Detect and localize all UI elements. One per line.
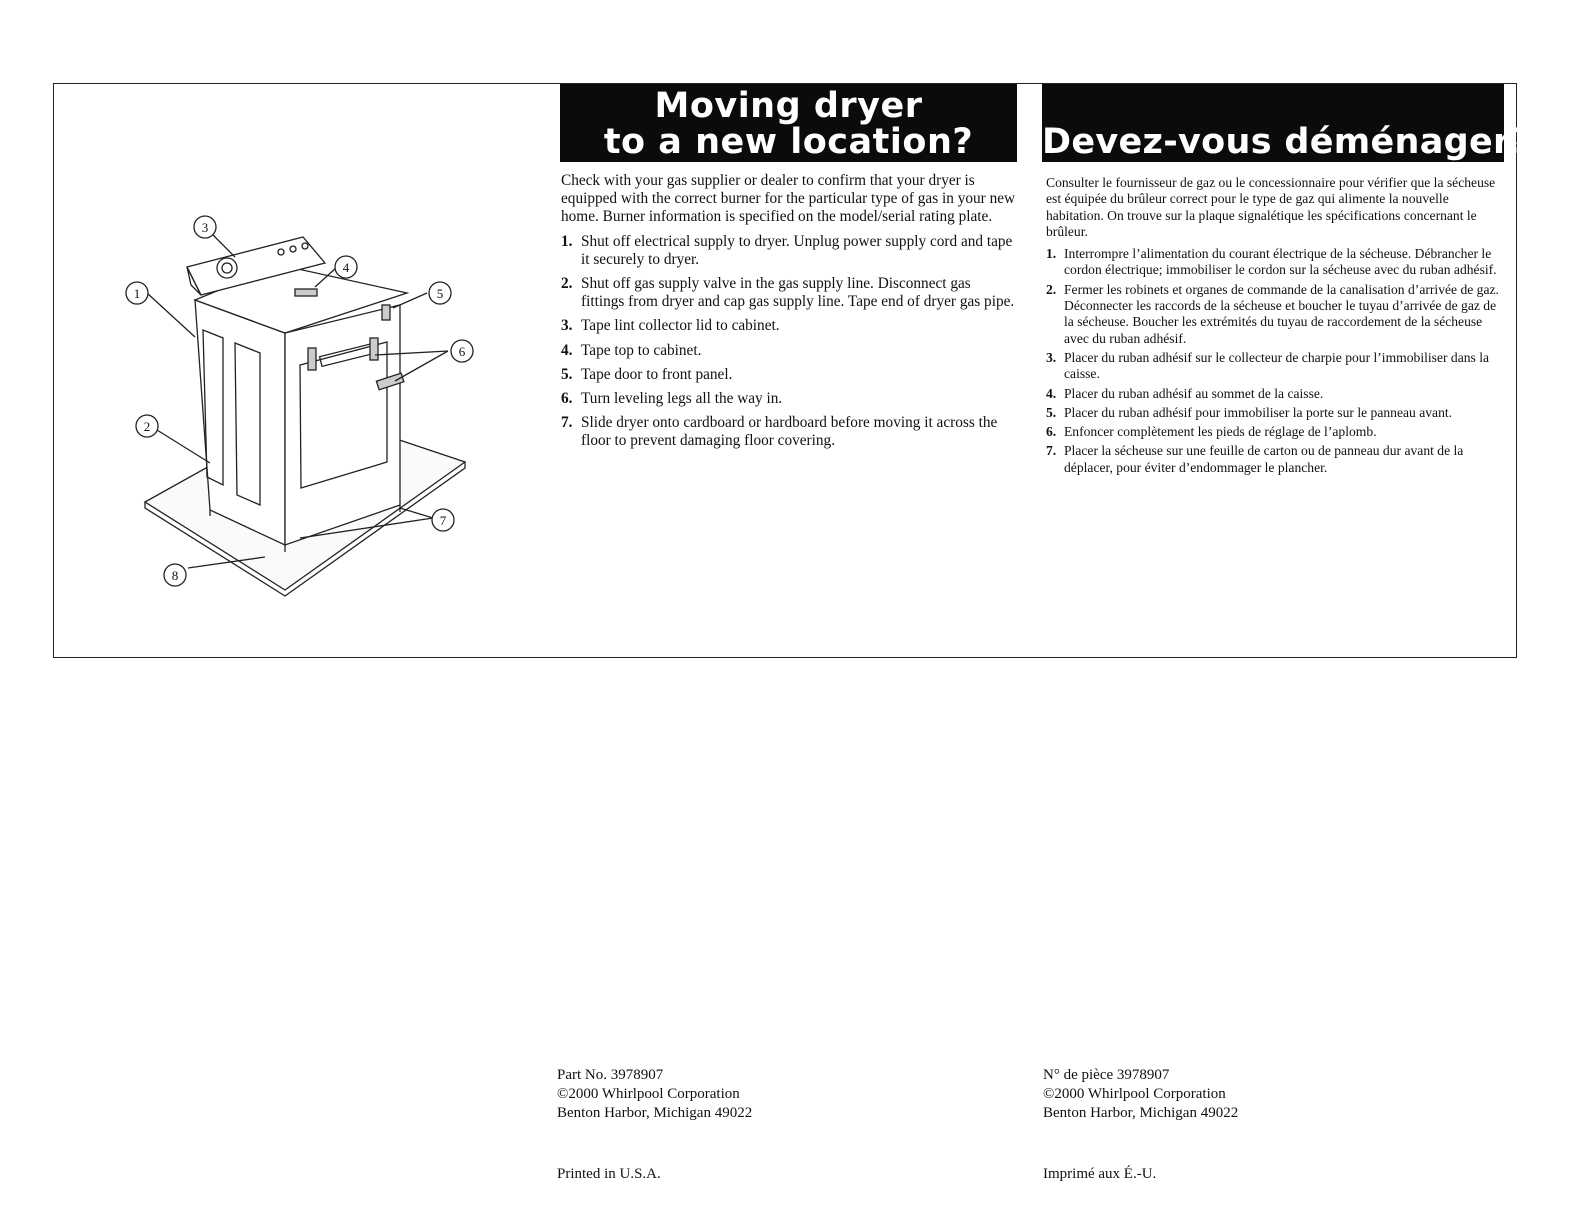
step-fr-3: 3. Placer du ruban adhésif sur le collecteur de charpie pour l’immobiliser dans la caisse. [1046, 349, 1490, 382]
part-number-en: Part No. 3978907 [557, 1067, 664, 1083]
printed-in-fr: Imprimé aux É.-U. [1043, 1166, 1157, 1182]
title-en-line-1: Moving dryer [654, 86, 923, 126]
part-number-fr: N° de pièce 3978907 [1043, 1067, 1170, 1083]
step-en-2: 2. Shut off gas supply valve in the gas supply line. Disconnect gas fittings from dryer and cap gas supply line. Tape end of dryer gas pipe. [561, 275, 1015, 311]
copyright-fr: ©2000 Whirlpool Corporation [1043, 1086, 1226, 1102]
address-fr: Benton Harbor, Michigan 49022 [1043, 1105, 1239, 1121]
step-fr-1: 1. Interrompre l’alimentation du courant électrique de la sécheuse. Débrancher le cordon électrique; immobiliser le cordon sur la sécheuse avec du ruban adhésif. [1046, 246, 1497, 278]
address-en: Benton Harbor, Michigan 49022 [557, 1105, 753, 1121]
callout-4: 4 [342, 260, 350, 275]
step-en-7: 7. Slide dryer onto cardboard or hardboard before moving it across the floor to prevent damaging floor covering. [561, 414, 998, 450]
step-en-5: 5. Tape door to front panel. [561, 365, 733, 383]
instructions-en [561, 172, 1016, 457]
callout-8: 8 [171, 568, 179, 583]
instructions-fr [1046, 175, 1506, 479]
copyright-en: ©2000 Whirlpool Corporation [557, 1086, 740, 1102]
dryer-illustration [115, 205, 495, 605]
footer-en [557, 1066, 752, 1123]
step-fr-6: 6. Enfoncer complètement les pieds de réglage de l’aplomb. [1046, 424, 1377, 440]
callout-1: 1 [133, 286, 141, 301]
step-fr-5: 5. Placer du ruban adhésif pour immobiliser la porte sur le panneau avant. [1046, 404, 1453, 420]
footer-fr [1043, 1066, 1238, 1123]
callout-5: 5 [436, 286, 444, 301]
title-fr: Devez-vous déménager? [1042, 122, 1532, 162]
steps-list-en [561, 233, 1016, 451]
step-en-6: 6. Turn leveling legs all the way in. [561, 390, 783, 408]
step-en-3: 3. Tape lint collector lid to cabinet. [561, 317, 780, 335]
intro-fr: Consulter le fournisseur de gaz ou le concessionnaire pour vérifier que la sécheuse est équipée du brûleur correct pour le type de gaz qui alimente la nouvelle habitation. On trouve sur la plaque signalétique les spécifications concernant le brûleur. [1046, 175, 1496, 239]
steps-list-fr [1046, 246, 1506, 476]
printed-in-en: Printed in U.S.A. [557, 1166, 661, 1182]
callout-7: 7 [439, 513, 447, 528]
step-en-1: 1. Shut off electrical supply to dryer. Unplug power supply cord and tape it securely to dryer. [561, 232, 1013, 268]
title-banner-fr [1042, 84, 1532, 162]
step-fr-2: 2. Fermer les robinets et organes de commande de la canalisation d’arrivée de gaz. Déconnecter les raccords de la sécheuse et boucher le tuyau d’arrivée de gaz de la sécheuse. Boucher les extrémités du tuyau de raccordement de la sécheuse avec du ruban adhésif. [1046, 281, 1499, 346]
title-banner-en [560, 84, 1017, 162]
title-en-line-2: to a new location? [603, 122, 974, 162]
step-en-4: 4. Tape top to cabinet. [561, 341, 702, 359]
callout-6: 6 [458, 344, 466, 359]
callout-2: 2 [143, 419, 151, 434]
step-fr-4: 4. Placer du ruban adhésif au sommet de la caisse. [1046, 385, 1324, 401]
intro-en: Check with your gas supplier or dealer to confirm that your dryer is equipped with the correct burner for the particular type of gas in your new home. Burner information is specified on the model/serial rating plate. [561, 172, 1016, 226]
callout-3: 3 [201, 220, 209, 235]
step-fr-7: 7. Placer la sécheuse sur une feuille de carton ou de panneau dur avant de la déplacer, pour éviter d’endommager le plancher. [1046, 443, 1464, 475]
